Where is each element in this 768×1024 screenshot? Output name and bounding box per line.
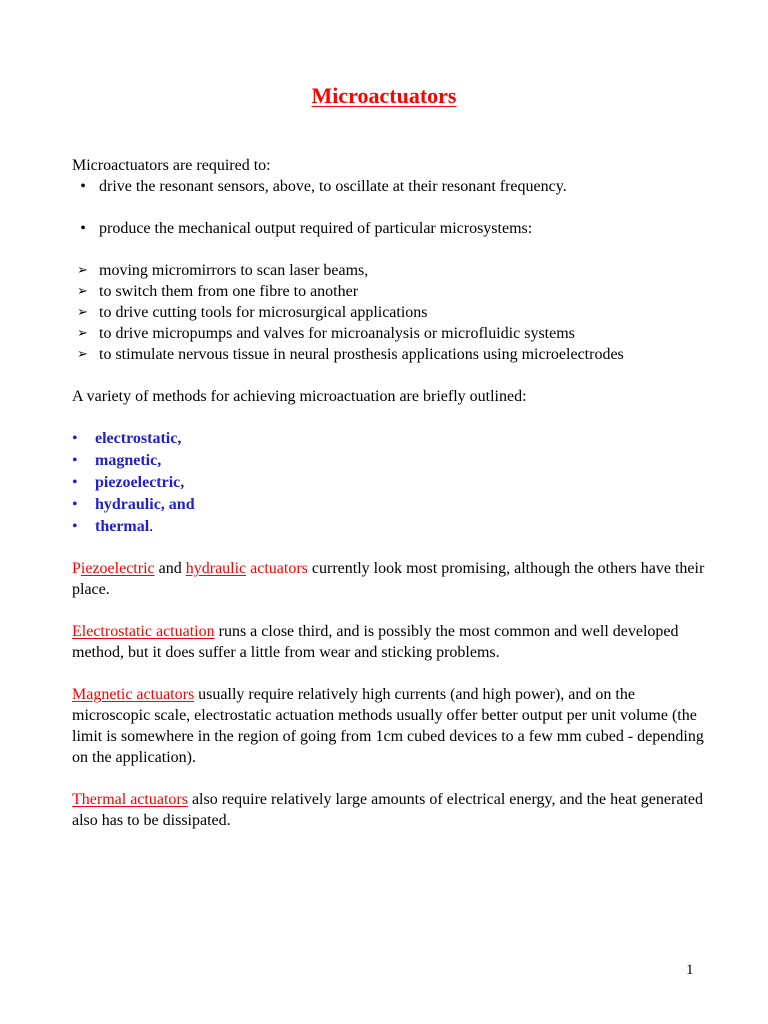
list-item bbox=[72, 428, 712, 450]
page-body bbox=[72, 155, 712, 831]
piezoelectric-link[interactable]: iezoelectric bbox=[80, 560, 155, 577]
application-list bbox=[72, 260, 712, 365]
list-item-text: produce the mechanical output required of particular microsystems: bbox=[99, 220, 533, 237]
thermal-rest: also require relatively large amounts of electrical energy, and the heat generated also has to be dissipated. bbox=[72, 791, 703, 829]
requirements-list bbox=[72, 176, 712, 197]
arrow-icon: ➢ bbox=[77, 263, 88, 278]
piezo-and: and bbox=[154, 560, 186, 577]
list-item bbox=[72, 176, 712, 197]
bullet-icon: • bbox=[72, 430, 78, 447]
bullet-icon: • bbox=[72, 452, 78, 469]
piezo-rest: currently look most promising, although the others have their place. bbox=[72, 560, 705, 598]
list-item bbox=[72, 281, 712, 302]
actuators-label: actuators bbox=[250, 560, 308, 577]
list-item-text: to stimulate nervous tissue in neural prosthesis applications using microelectrodes bbox=[99, 346, 624, 363]
arrow-icon: ➢ bbox=[77, 347, 88, 362]
bullet-icon: • bbox=[72, 496, 78, 513]
electrostatic-actuation-link[interactable]: Electrostatic actuation bbox=[72, 623, 215, 640]
piezo-initial: P bbox=[72, 560, 81, 577]
method-name: piezoelectric, bbox=[95, 474, 185, 491]
page-title: Microactuators bbox=[311, 83, 457, 108]
list-item bbox=[72, 260, 712, 281]
bullet-icon: • bbox=[80, 220, 86, 237]
list-item bbox=[72, 323, 712, 344]
arrow-icon: ➢ bbox=[77, 326, 88, 341]
method-name: thermal bbox=[95, 518, 150, 535]
bullet-icon: • bbox=[80, 178, 86, 195]
method-trailing-period: . bbox=[149, 518, 154, 535]
intro-text: Microactuators are required to: bbox=[72, 157, 271, 174]
list-item-text: to drive micropumps and valves for microanalysis or microfluidic systems bbox=[99, 325, 575, 342]
list-item bbox=[72, 472, 712, 494]
electrostatic-paragraph bbox=[72, 621, 712, 663]
list-item-text: to switch them from one fibre to another bbox=[99, 283, 359, 300]
list-item-text: to drive cutting tools for microsurgical applications bbox=[99, 304, 428, 321]
thermal-paragraph bbox=[72, 789, 712, 831]
method-name: hydraulic, and bbox=[95, 496, 195, 513]
arrow-icon: ➢ bbox=[77, 284, 88, 299]
method-name: magnetic, bbox=[95, 452, 162, 469]
list-item bbox=[72, 344, 712, 365]
electrostatic-rest: runs a close third, and is possibly the most common and well developed method, but it does suffer a little from wear and sticking problems. bbox=[72, 623, 679, 661]
list-item bbox=[72, 218, 712, 239]
piezo-paragraph bbox=[72, 558, 712, 600]
magnetic-rest: usually require relatively high currents (and high power), and on the microscopic scale, electrostatic actuation methods usually offer better output per unit volume (the limit is somewhere in the region of going from 1cm cubed devices to a few mm cubed - depending on the application). bbox=[72, 686, 704, 766]
bullet-icon: • bbox=[72, 518, 78, 535]
magnetic-paragraph bbox=[72, 684, 712, 768]
list-item bbox=[72, 450, 712, 472]
requirements-list-2 bbox=[72, 218, 712, 239]
methods-list bbox=[72, 428, 712, 538]
method-name: electrostatic, bbox=[95, 430, 182, 447]
page-number: 1 bbox=[686, 962, 694, 978]
list-item-text: moving micromirrors to scan laser beams, bbox=[99, 262, 369, 279]
arrow-icon: ➢ bbox=[77, 305, 88, 320]
bullet-icon: • bbox=[72, 474, 78, 491]
list-item bbox=[72, 516, 712, 538]
list-item bbox=[72, 302, 712, 323]
magnetic-actuators-link[interactable]: Magnetic actuators bbox=[72, 686, 195, 703]
methods-intro: A variety of methods for achieving microactuation are briefly outlined: bbox=[72, 388, 527, 405]
list-item-text: drive the resonant sensors, above, to oscillate at their resonant frequency. bbox=[99, 178, 567, 195]
thermal-actuators-link[interactable]: Thermal actuators bbox=[72, 791, 188, 808]
hydraulic-link[interactable]: hydraulic bbox=[185, 560, 247, 577]
list-item bbox=[72, 494, 712, 516]
